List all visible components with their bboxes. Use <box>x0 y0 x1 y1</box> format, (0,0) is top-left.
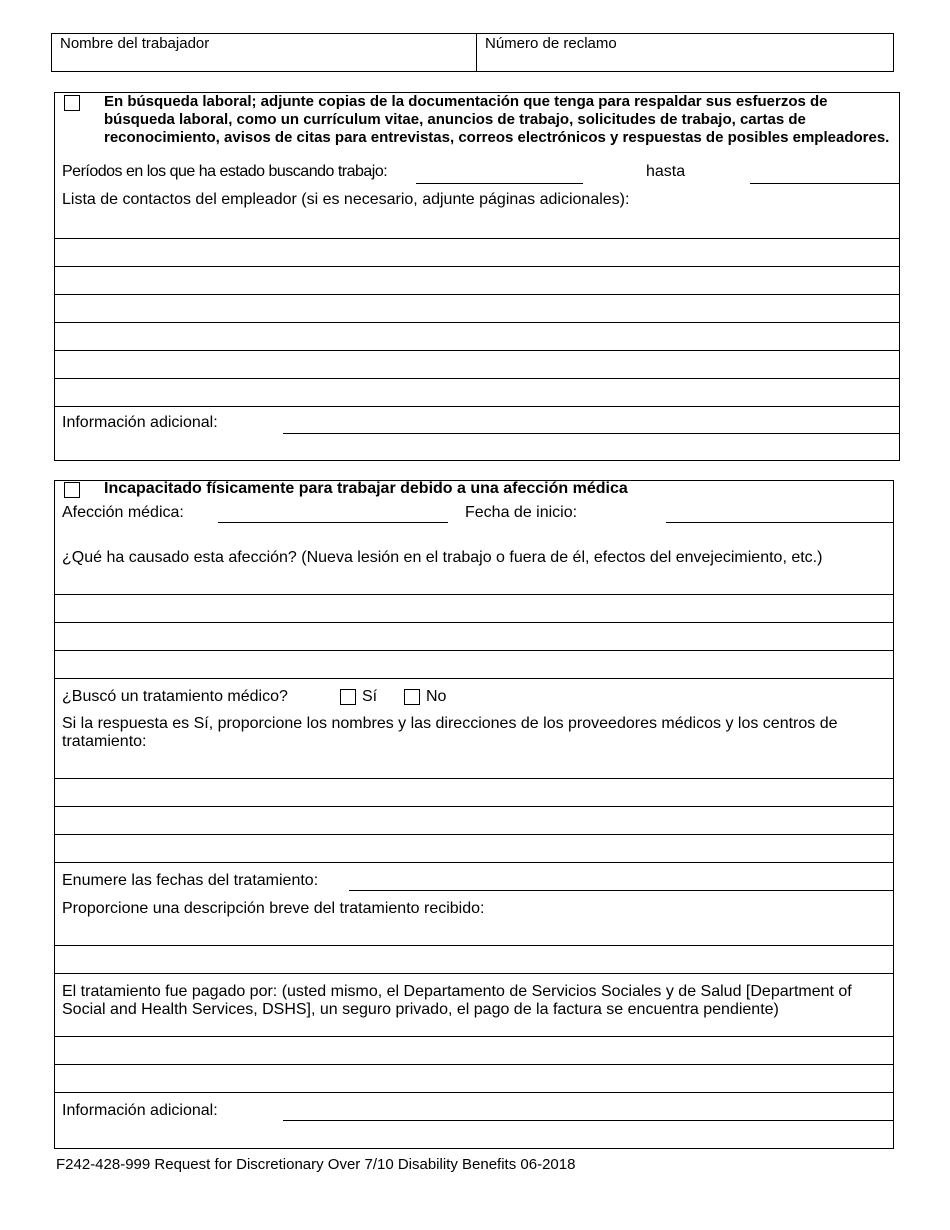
providers-label: Si la respuesta es Sí, proporcione los nombres y las direcciones de los proveedores médicos y los centros de tratamiento: <box>62 715 838 750</box>
cause-question: ¿Qué ha causado esta afección? (Nueva lesión en el trabajo o fuera de él, efectos del envejecimiento, etc.) <box>62 549 823 566</box>
treatment-dates-field[interactable] <box>349 890 894 891</box>
worker-name-label: Nombre del trabajador <box>60 35 210 52</box>
medical-section <box>54 480 894 1149</box>
medical-additional-info-label: Información adicional: <box>62 1102 218 1119</box>
medical-heading: Incapacitado físicamente para trabajar debido a una afección médica <box>104 480 628 497</box>
contact-line[interactable] <box>54 238 900 239</box>
search-periods-label: Períodos en los que ha estado buscando trabajo: <box>62 163 388 180</box>
treatment-question: ¿Buscó un tratamiento médico? <box>62 688 288 705</box>
cause-line[interactable] <box>54 594 894 595</box>
description-line[interactable] <box>54 973 894 974</box>
provider-line[interactable] <box>54 834 894 835</box>
medical-checkbox[interactable] <box>64 482 80 498</box>
job-search-checkbox[interactable] <box>64 95 80 111</box>
paid-by-line[interactable] <box>54 1036 894 1037</box>
condition-field[interactable] <box>218 522 448 523</box>
no-label: No <box>426 688 447 705</box>
job-additional-info-label: Información adicional: <box>62 414 218 431</box>
provider-line[interactable] <box>54 806 894 807</box>
paid-by-label: El tratamiento fue pagado por: (usted mismo, el Departamento de Servicios Sociales y de Salud [Department of Social and Health Services, DSHS], un seguro privado, el pago de la factura se encuentra pendiente) <box>62 983 852 1018</box>
contact-line[interactable] <box>54 406 900 407</box>
until-label: hasta <box>646 163 686 180</box>
period-from-field[interactable] <box>416 183 583 184</box>
cause-line[interactable] <box>54 678 894 679</box>
cause-line[interactable] <box>54 622 894 623</box>
medical-additional-info-field[interactable] <box>283 1120 894 1121</box>
claim-number-field[interactable] <box>477 52 893 71</box>
yes-checkbox[interactable] <box>340 689 356 705</box>
contact-line[interactable] <box>54 266 900 267</box>
yes-label: Sí <box>362 688 378 705</box>
cause-line[interactable] <box>54 650 894 651</box>
start-date-field[interactable] <box>666 522 894 523</box>
description-line[interactable] <box>54 945 894 946</box>
job-additional-info-field[interactable] <box>283 433 900 434</box>
claim-number-label: Número de reclamo <box>485 35 617 52</box>
paid-by-line[interactable] <box>54 1064 894 1065</box>
contact-line[interactable] <box>54 322 900 323</box>
treatment-dates-label: Enumere las fechas del tratamiento: <box>62 872 319 889</box>
condition-label: Afección médica: <box>62 504 184 521</box>
contact-line[interactable] <box>54 350 900 351</box>
treatment-description-label: Proporcione una descripción breve del tratamiento recibido: <box>62 900 485 917</box>
contact-line[interactable] <box>54 294 900 295</box>
contact-line[interactable] <box>54 378 900 379</box>
provider-line[interactable] <box>54 778 894 779</box>
job-search-heading: En búsqueda laboral; adjunte copias de la documentación que tenga para respaldar sus esfuerzos de búsqueda laboral, como un currículum vitae, anuncios de trabajo, solicitudes de trabajo, cartas de reconocimiento, avisos de citas para entrevistas, correos electrónicos y respuestas de posibles empleadores. <box>104 93 890 146</box>
provider-line[interactable] <box>54 862 894 863</box>
start-date-label: Fecha de inicio: <box>465 504 578 521</box>
period-to-field[interactable] <box>750 183 900 184</box>
worker-name-field[interactable] <box>52 52 475 71</box>
employer-contacts-label: Lista de contactos del empleador (si es necesario, adjunte páginas adicionales): <box>62 191 630 208</box>
form-id-footer: F242-428-999 Request for Discretionary Over 7/10 Disability Benefits 06-2018 <box>56 1156 576 1173</box>
paid-by-line[interactable] <box>54 1092 894 1093</box>
no-checkbox[interactable] <box>404 689 420 705</box>
